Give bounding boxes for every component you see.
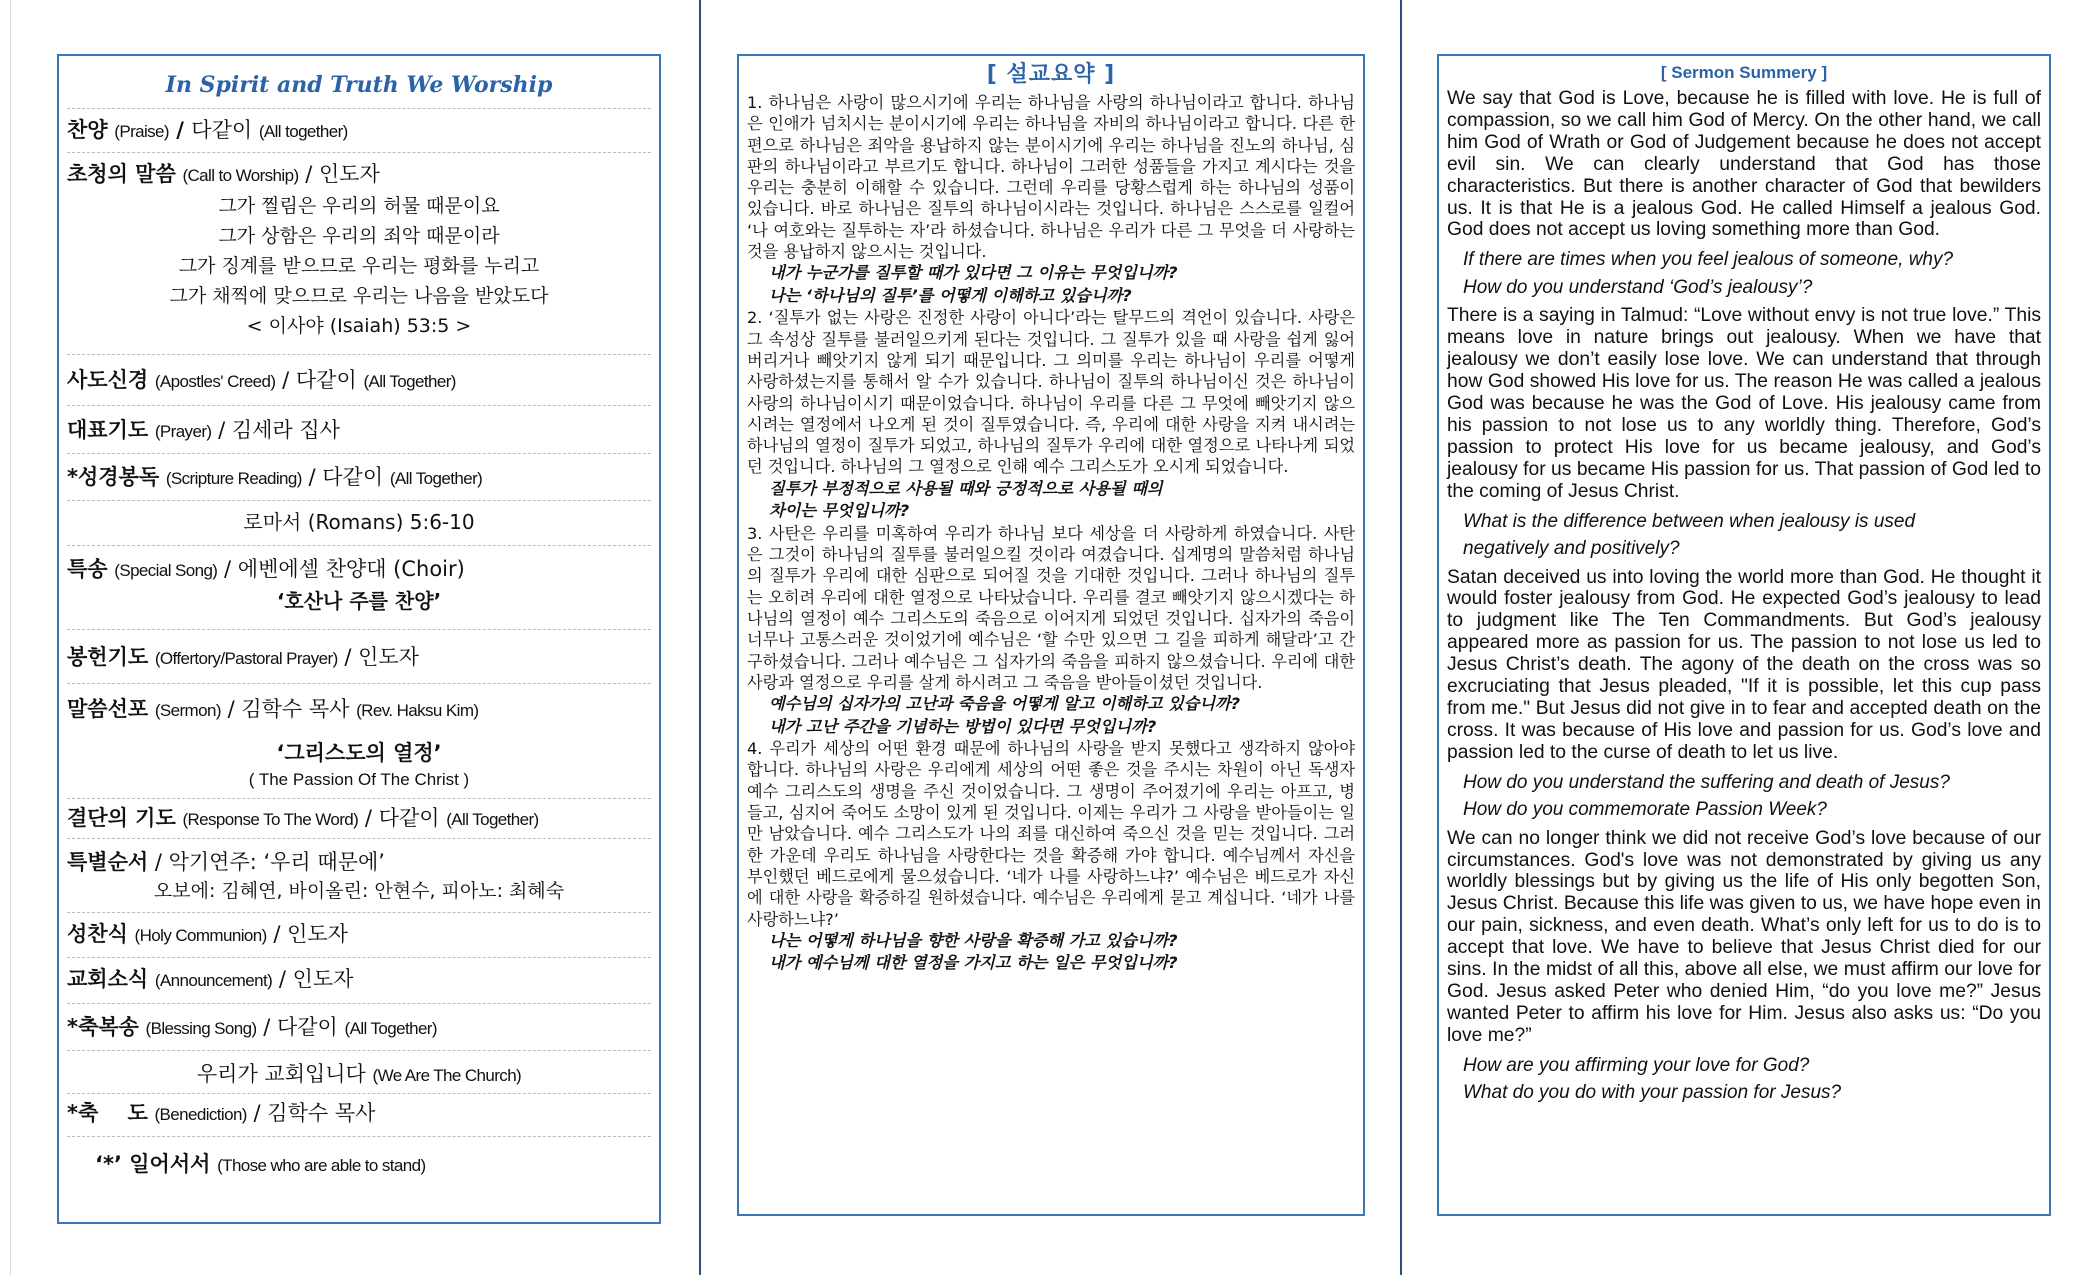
item-call-to-worship <box>67 152 651 354</box>
leader: / 인도자 <box>298 162 380 186</box>
en-label: (Call to Worship) <box>182 166 299 185</box>
leader: 다같이 <box>295 368 357 392</box>
performers: 오보에: 김혜연, 바이올린: 안현수, 피아노: 최혜숙 <box>153 880 565 902</box>
en-label: (Sermon) <box>154 701 221 720</box>
question: How do you understand the suffering and death of Jesus? <box>1463 771 1950 793</box>
paragraph-1: We say that God is Love, because he is filled with love. He is full of compassion, so we call him God of Mercy. On the other hand, we call him God of Wrath or God of Judgement because he does not accept evil sin. We can clearly understand that God has those characteristics. But there is another character of God that bewilders us. It is that He is a jealous God. He called Himself a jealous God. God does not accept us loving something more than God. <box>1447 88 2041 241</box>
label: 교회소식 <box>67 967 149 991</box>
label: 말씀선포 <box>67 697 149 721</box>
leader: / 김세라 집사 <box>211 418 340 442</box>
sermon-title: ‘그리스도의 열정’ <box>276 741 442 765</box>
fold-line-1 <box>699 0 701 1275</box>
order-of-worship-panel <box>57 54 661 1224</box>
question-block <box>1447 508 2041 563</box>
paragraph-3: Satan deceived us into loving the world more than God. He thought it would foster jealousy from God. He expected God’s jealousy to lead to judgment like The Ten Commandments. But God’s jealousy appeared more as passion for us. The passion to not lose us led to Jesus Christ’s death. The agony of the death on the cross was so excruciating that Jesus pleaded, "If it is possible, let this cup pass from me." But Jesus did not give in to fear and accepted death on the cross. It was because of His love and passion for us. God’s love and passion led to the curse of death to let us live. <box>1447 566 2041 763</box>
en-label: (Announcement) <box>154 971 273 990</box>
label: 사도신경 <box>67 368 149 392</box>
sermon-title-en: ( The Passion Of The Christ ) <box>248 770 470 789</box>
item-sermon <box>67 683 651 798</box>
en-label: (Offertory/Pastoral Prayer) <box>154 649 338 668</box>
preacher-en: (Rev. Haksu Kim) <box>356 701 479 720</box>
item-offertory <box>67 629 651 683</box>
leader-en: (All Together) <box>446 810 539 829</box>
fold-line-left <box>10 0 11 1275</box>
preacher: / 김학수 목사 <box>220 697 350 721</box>
item-special-song <box>67 545 651 629</box>
label: 초청의 말씀 <box>67 162 176 186</box>
panel-title: [ Sermon Summery ] <box>1660 63 1828 82</box>
item-praise <box>67 108 651 152</box>
question-block <box>1447 769 2041 824</box>
leader: / 인도자 <box>266 922 348 946</box>
song-title: ‘호산나 주를 찬양’ <box>276 589 442 613</box>
separator: / <box>168 118 192 142</box>
verse-line: 그가 찔림은 우리의 허물 때문이요 <box>218 195 500 217</box>
item-announcement <box>67 957 651 1003</box>
question: How do you understand ‘God’s jealousy’? <box>1463 276 1813 298</box>
question: 내가 누군가를 질투할 때가 있다면 그 이유는 무엇입니까? <box>769 263 1178 283</box>
question: 차이는 무엇입니까? <box>769 501 910 521</box>
english-sermon-summary-panel <box>1437 54 2051 1216</box>
question: 내가 고난 주간을 기념하는 방법이 있다면 무엇입니까? <box>769 716 1157 736</box>
question: What do you do with your passion for Jesus? <box>1463 1082 1842 1104</box>
paragraph-4: We can no longer think we did not receive God’s love because of our circumstances. God's love was not demonstrated by giving us any worldly blessings but by giving us the life of His only begotten Son, Jesus Christ. Because this life was given to us, we have hope even in our pain, sickness, and even death. What’s only left for us to do is to accept that love. We have to believe that Jesus Christ died for our sins. In the midst of all this, above all else, we must affirm our love for God. Jesus asked Peter who denied Him, “do you love me?” Jesus wanted Peter to affirm his love for Him. Jesus also asks us: “Do you love me?” <box>1447 827 2041 1046</box>
paragraph-2: There is a saying in Talmud: “Love without envy is not true love.” This means love in nature brings out jealousy. When we have that jealousy we don’t easily lose love. We can understand that through how God showed His love for us. The reason He was called a jealous God was because he was the God of Love. His jealousy came from his passion to not lose us to any worldly thing. Therefore, God’s passion to protect His love for us became jealousy, and God’s jealousy for us became His passion for us. That passion of God led to the coming of Jesus Christ. <box>1447 305 2041 502</box>
paragraph-1: 1. 하나님은 사랑이 많으시기에 우리는 하나님을 사랑의 하나님이라고 합니다. 하나님은 인애가 넘치시는 분이시기에 우리는 하나님을 자비의 하나님이라고 합니다. 다른 한편으로 하나님은 죄악을 용납하지 않는 분이시기에 우리는 하나님을 진노의 하나님, 심판의 하나님이라고 부르기도 합니다. 하나님이 그러한 성품들을 가지고 계시다는 것을 우리는 충분히 이해할 수 있습니다. 그런데 우리를 당황스럽게 하는 하나님의 성품이 있습니다. 바로 하나님은 질투의 하나님이시라는 것입니다. 하나님은 스스로를 일컬어 ‘나 여호와는 질투하는 자’라 하셨습니다. 하나님은 우리가 다른 그 무엇을 더 사랑하는 것을 용납하지 않으시는 것입니다. <box>747 93 1355 262</box>
question-block <box>1447 1052 2041 1107</box>
question-block <box>1447 246 2041 301</box>
paragraph-3: 3. 사탄은 우리를 미혹하여 우리가 하나님 보다 세상을 더 사랑하게 하였습니다. 사탄은 그것이 하나님의 질투를 불러일으킬 것이라 여겼습니다. 십계명의 말씀처럼 하나님의 질투가 우리에 대한 심판으로 되어질 것을 기대한 것입니다. 그러나 하나님의 질투는 오히려 우리에 대한 열정으로 나타났습니다. 우리를 결코 빼앗기지 않으시겠다는 하나님의 열정이 예수 그리스도의 죽음으로 이어지게 되었던 것입니다. 십자가의 죽음이 너무나 고통스러운 것이었기에 예수님은 ‘할 수만 있으면 그 길을 피하게 해달라’고 간구하셨습니다. 그러나 예수님은 그 십자가의 죽음을 피하지 않으셨습니다. 우리에 대한 사랑과 열정으로 우리를 살게 하시려고 그 죽음을 받아들이셨던 것입니다. <box>747 523 1355 692</box>
preacher: / 김학수 목사 <box>246 1101 376 1125</box>
en-label: (Response To The Word) <box>182 810 359 829</box>
question: What is the difference between when jealousy is used <box>1463 510 1916 532</box>
en-label: (Praise) <box>114 122 169 141</box>
verse-line: 그가 징계를 받으므로 우리는 평화를 누리고 <box>178 255 540 277</box>
item-scripture: *성경봉독 (Scripture Reading) / 다같이 (All Together) <box>67 453 651 500</box>
scripture-reference: 로마서 (Romans) 5:6-10 <box>243 510 475 534</box>
label: 결단의 기도 <box>67 806 176 830</box>
leader: / 에벤에셀 찬양대 (Choir) <box>217 557 465 581</box>
label: *축 도 <box>67 1101 148 1125</box>
label: 특송 <box>67 557 108 581</box>
question: 예수님의 십자가의 고난과 죽음을 어떻게 알고 이해하고 있습니까? <box>769 694 1241 714</box>
question: 나는 어떻게 하나님을 향한 사랑을 확증해 가고 있습니까? <box>769 930 1178 950</box>
worship-title: In Spirit and Truth We Worship <box>165 72 553 98</box>
song-title-en: (We Are The Church) <box>372 1066 522 1085</box>
question: 내가 예수님께 대한 열정을 가지고 하는 일은 무엇입니까? <box>769 953 1178 973</box>
en-label: (Apostles' Creed) <box>154 372 276 391</box>
label: 봉헌기도 <box>67 645 149 669</box>
paragraph-4: 4. 우리가 세상의 어떤 환경 때문에 하나님의 사랑을 받지 못했다고 생각하지 않아야 합니다. 하나님의 사랑은 우리에게 세상의 어떤 좋은 것을 주시는 차원이 아닌 독생자 예수 그리스도의 생명을 주신 것이었습니다. 그 생명이 주어졌기에 우리는 아프고, 병들고, 심지어 죽어도 소망이 있게 된 것입니다. 이제는 우리가 그 사랑을 받아들이는 일만 남았습니다. 예수 그리스도가 나의 죄를 대신하여 죽으신 것을 믿는 것입니다. 그러한 가운데 우리도 하나님을 사랑한다는 것을 확증해 가야 합니다. 예수님께서 자신을 부인했던 베드로에게 물으셨습니다. ‘네가 나를 사랑하느냐?’ 예수님은 베드로가 자신에 대한 사랑을 확증하길 원하셨습니다. 예수님은 우리에게 묻고 계십니다. ‘네가 나를 사랑하느냐?’ <box>747 739 1355 929</box>
leader: / 인도자 <box>272 967 354 991</box>
item-special-program <box>67 838 651 912</box>
leader-en: (All Together) <box>389 469 483 488</box>
leader: 다같이 <box>276 1015 338 1039</box>
paragraph-2: 2. ‘질투가 없는 사랑은 진정한 사랑이 아니다’라는 탈무드의 격언이 있습니다. 사랑은 그 속성상 질투를 불러일으키게 된다는 것입니다. 그 질투가 있을 때 사랑을 쉽게 잃어버리거나 빼앗기지 않게 되기 때문입니다. 그 의미를 우리는 하나님이 우리를 어떻게 사랑하셨는지를 통해서 알 수가 있습니다. 하나님이 질투의 하나님이신 것은 하나님이 사랑의 하나님이시기 때문이었습니다. 하나님이 우리를 다른 그 무엇에 빼앗기지 않으시려는 열정에서 나오게 된 것이 질투였습니다. 즉, 우리에 대한 사랑을 지켜 내시려는 하나님의 열정이 질투가 되었고, 하나님의 질투가 우리에 대한 열정으로 나타나게 되었던 것입니다. 하나님의 그 열정으로 인해 예수 그리스도가 오시게 되었습니다. <box>747 308 1355 477</box>
korean-sermon-summary-panel <box>737 54 1365 1216</box>
question: How are you affirming your love for God? <box>1463 1054 1810 1076</box>
item-stand-note <box>67 1136 651 1188</box>
item-benediction <box>67 1093 651 1136</box>
leader: 다같이 <box>378 806 440 830</box>
verse-line: 그가 채찍에 맞으므로 우리는 나음을 받았도다 <box>169 285 549 307</box>
panel-title: [ 설교요약 ] <box>986 62 1116 87</box>
question: negatively and positively? <box>1463 538 1680 559</box>
program-detail: / 악기연주: ‘우리 때문에’ <box>148 850 385 874</box>
stand-note-en: (Those who are able to stand) <box>217 1156 426 1175</box>
label: 특별순서 <box>67 850 149 874</box>
song-title: 우리가 교회입니다 <box>196 1062 366 1086</box>
label: *성경봉독 <box>67 465 160 489</box>
item-creed: 사도신경 (Apostles' Creed) / 다같이 (All Together) <box>67 354 651 405</box>
leader-en: (All Together) <box>344 1019 437 1038</box>
question: How do you commemorate Passion Week? <box>1463 799 1827 821</box>
item-prayer <box>67 405 651 453</box>
leader-en: (All together) <box>258 122 348 141</box>
question: 질투가 부정적으로 사용될 때와 긍정적으로 사용될 때의 <box>769 478 1163 498</box>
leader: / 인도자 <box>337 645 419 669</box>
item-scripture-ref <box>67 500 651 545</box>
en-label: (Benediction) <box>154 1105 247 1124</box>
leader: 다같이 <box>322 465 384 489</box>
en-label: (Scripture Reading) <box>165 469 302 488</box>
stand-note: ‘*’ 일어서서 <box>95 1152 211 1176</box>
verse-reference: < 이사야 (Isaiah) 53:5 > <box>246 315 472 337</box>
en-label: (Prayer) <box>154 422 212 441</box>
question: If there are times when you feel jealous of someone, why? <box>1463 249 1954 271</box>
en-label: (Holy Communion) <box>134 926 267 945</box>
leader: 다같이 <box>191 118 253 142</box>
item-communion <box>67 912 651 957</box>
label: 대표기도 <box>67 418 149 442</box>
label: 찬양 <box>67 118 108 142</box>
fold-line-2 <box>1400 0 1402 1275</box>
verse-line: 그가 상함은 우리의 죄악 때문이라 <box>218 225 500 247</box>
en-label: (Blessing Song) <box>145 1019 257 1038</box>
item-response: 결단의 기도 (Response To The Word) / 다같이 (All Together) <box>67 798 651 838</box>
label: 성찬식 <box>67 922 128 946</box>
label: *축복송 <box>67 1015 139 1039</box>
item-church-song <box>67 1050 651 1093</box>
en-label: (Special Song) <box>114 561 218 580</box>
item-blessing-song: *축복송 (Blessing Song) / 다같이 (All Together) <box>67 1003 651 1050</box>
leader-en: (All Together) <box>363 372 456 391</box>
question: 나는 ‘하나님의 질투’를 어떻게 이해하고 있습니까? <box>769 285 1132 305</box>
